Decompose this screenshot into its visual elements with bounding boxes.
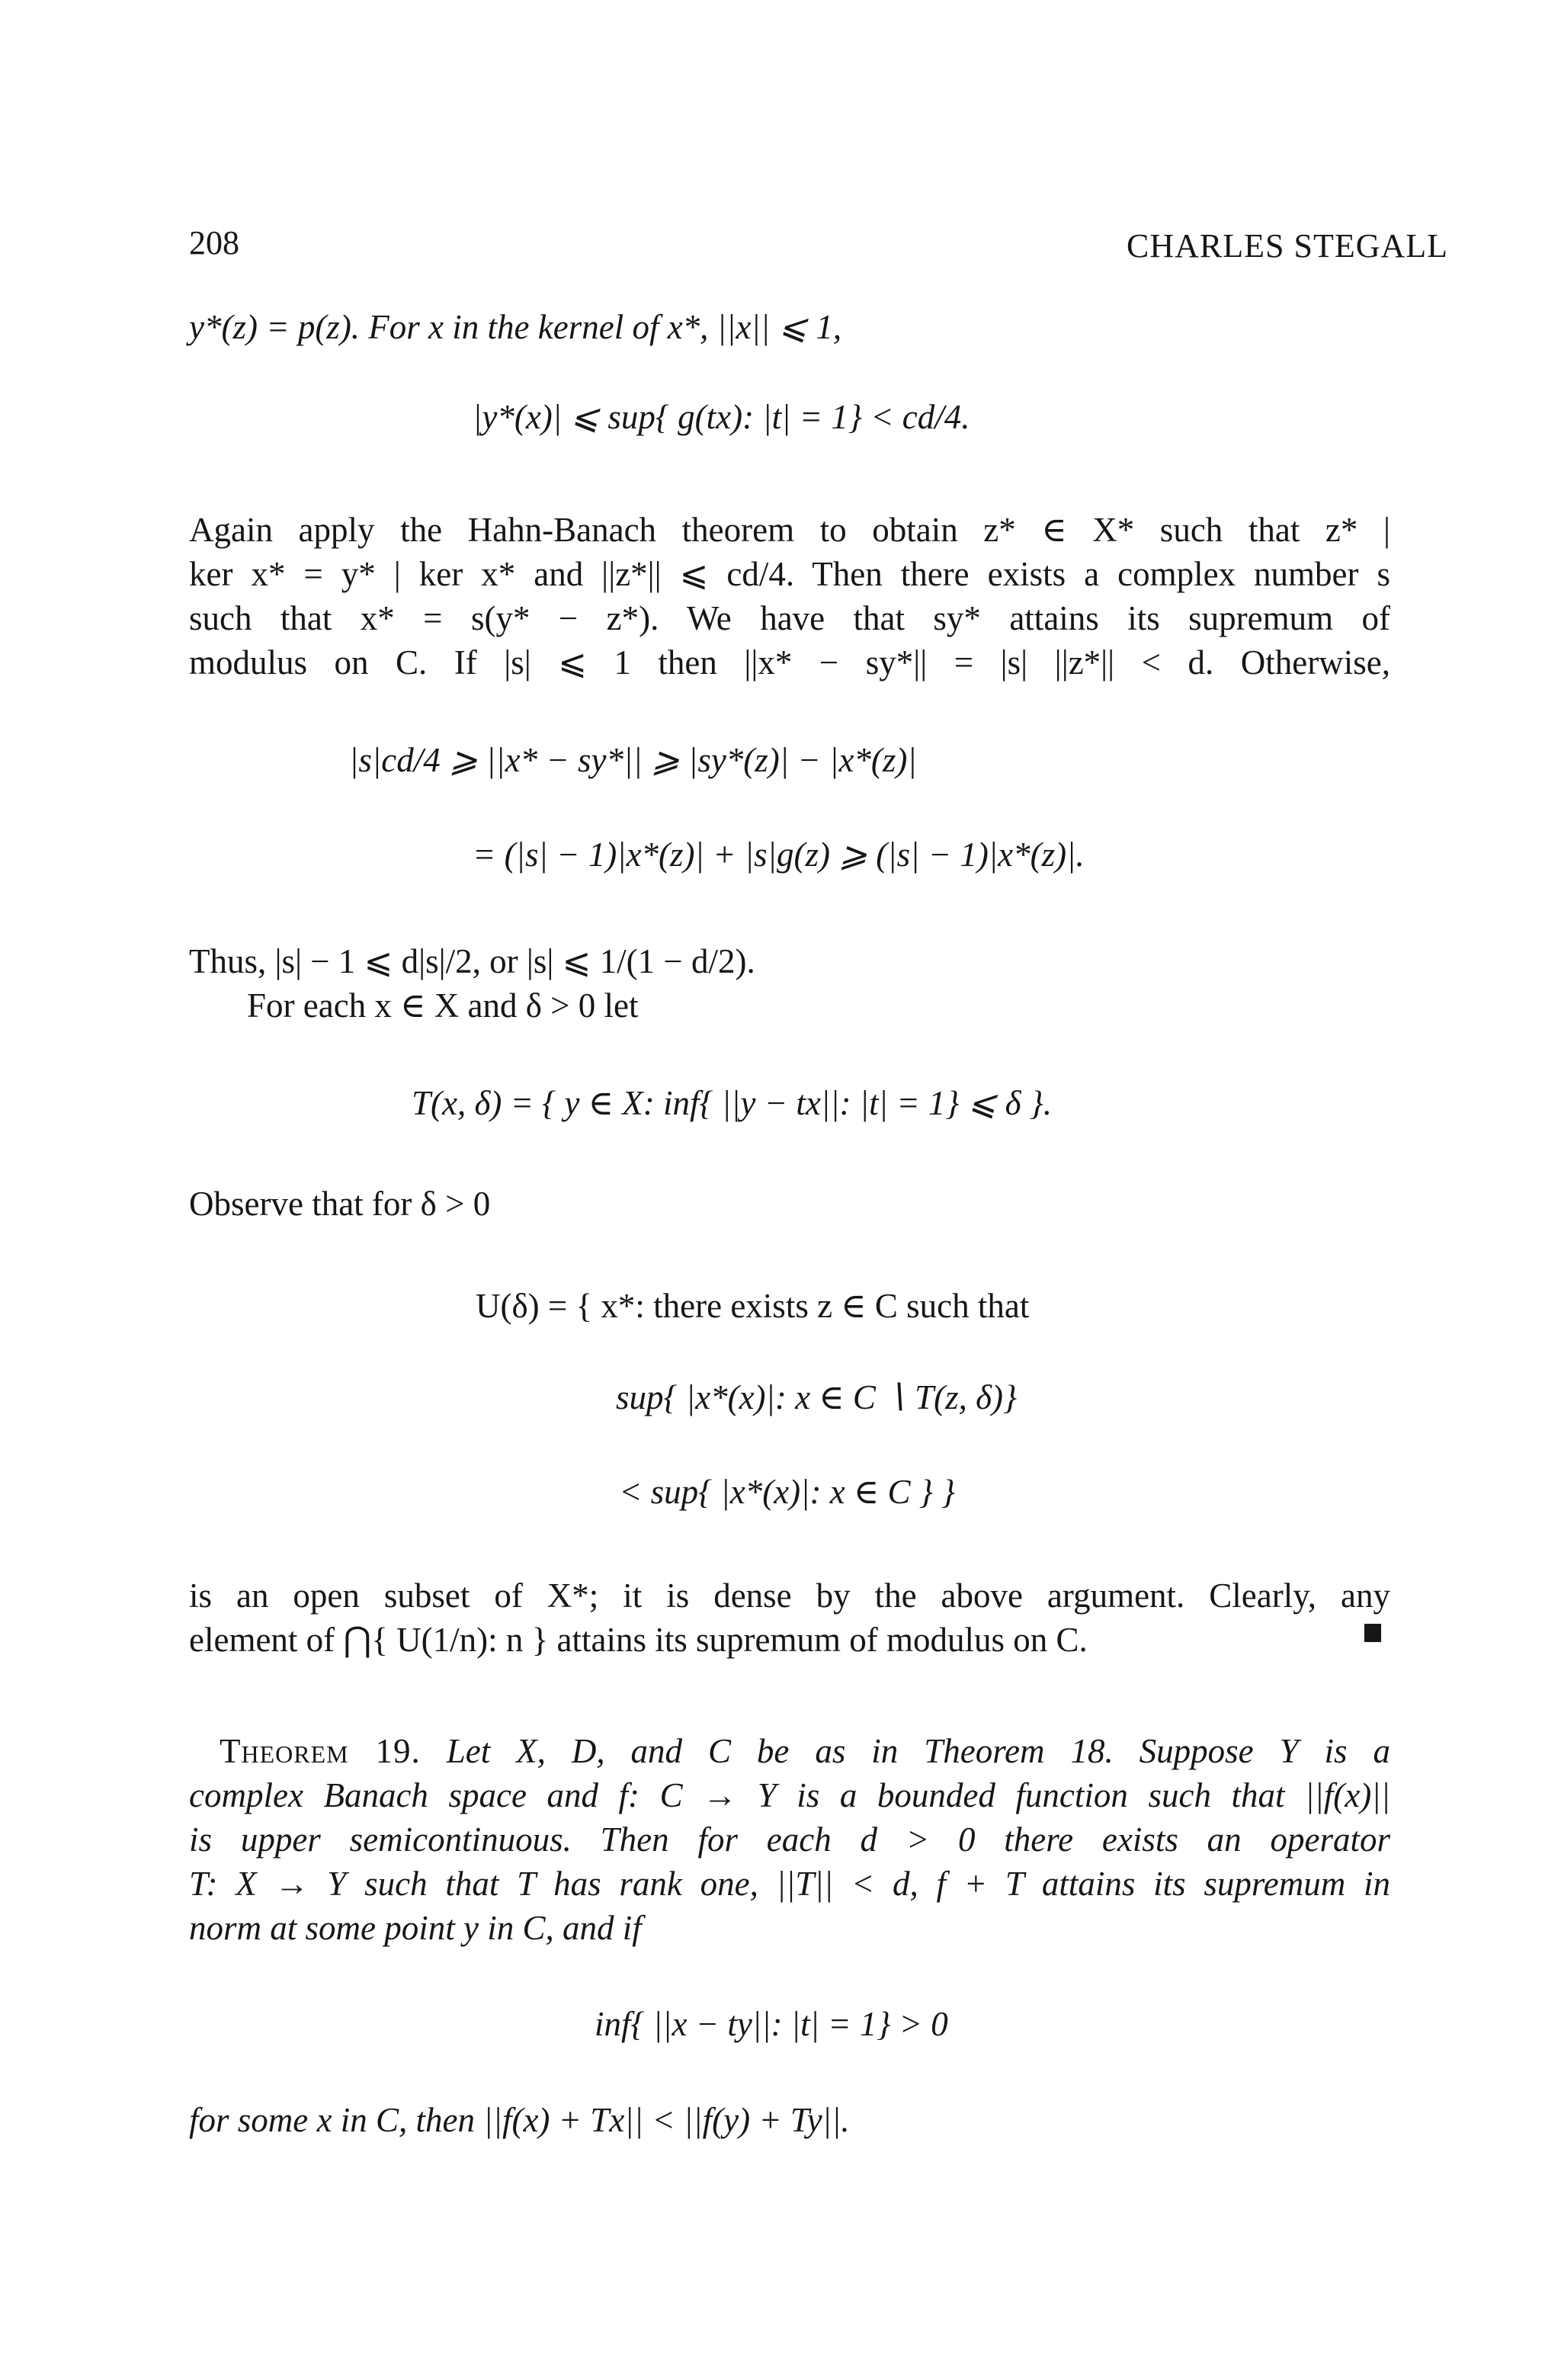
paragraph-line: element of ⋂{ U(1/n): n } attains its supremum of modulus on C. [189, 1621, 1088, 1659]
equation-4c: < sup{ |x*(x)|: x ∈ C } } [619, 1473, 956, 1511]
text-line-3: Thus, |s| − 1 ⩽ d|s|/2, or |s| ⩽ 1/(1 − d/2). [189, 942, 755, 980]
equation-4b: sup{ |x*(x)|: x ∈ C ∖ T(z, δ)} [616, 1378, 1018, 1416]
equation-1: |y*(x)| ⩽ sup{ g(tx): |t| = 1} < cd/4. [473, 398, 970, 436]
theorem-line: is upper semicontinuous. Then for each d > 0 there exists an operator [189, 1820, 1390, 1859]
paragraph-line: Again apply the Hahn-Banach theorem to obtain z* ∈ X* such that z* | [189, 511, 1390, 549]
paragraph-line: is an open subset of X*; it is dense by the above argument. Clearly, any [189, 1577, 1390, 1615]
equation-2b: = (|s| − 1)|x*(z)| + |s|g(z) ⩾ (|s| − 1)|x*(z)|. [473, 836, 1085, 874]
page-number: 208 [189, 224, 239, 261]
running-head: CHARLES STEGALL [1127, 227, 1448, 265]
theorem-line: norm at some point y in C, and if [189, 1909, 642, 1947]
text-line-5: Observe that for δ > 0 [189, 1185, 491, 1223]
text-line-4: For each x ∈ X and δ > 0 let [247, 986, 639, 1025]
qed-square-icon [1364, 1624, 1381, 1642]
theorem-label: Theorem 19. [220, 1732, 421, 1770]
equation-3: T(x, δ) = { y ∈ X: inf{ ||y − tx||: |t| = 1} ⩽ δ }. [412, 1084, 1053, 1122]
paragraph-line: modulus on C. If |s| ⩽ 1 then ||x* − sy*|| = |s| ||z*|| < d. Otherwise, [189, 643, 1390, 682]
paragraph-line: ker x* = y* | ker x* and ||z*|| ⩽ cd/4. Then there exists a complex number s [189, 555, 1390, 593]
paragraph-6 [189, 1573, 1390, 1662]
theorem-line: complex Banach space and f: C → Y is a bounded function such that ||f(x)|| [189, 1776, 1390, 1814]
equation-4a: U(δ) = { x*: there exists z ∈ C such that [476, 1287, 1030, 1325]
paragraph-line: such that x* = s(y* − z*). We have that sy* attains its supremum of [189, 599, 1390, 637]
theorem-19 [189, 1729, 1390, 1950]
paragraph-2 [189, 508, 1390, 685]
text-line-1: y*(z) = p(z). For x in the kernel of x*, ||x|| ⩽ 1, [189, 308, 842, 346]
equation-5: inf{ ||x − ty||: |t| = 1} > 0 [595, 2005, 948, 2043]
last-line: for some x in C, then ||f(x) + Tx|| < ||f(y) + Ty||. [189, 2101, 850, 2139]
theorem-line: T: X → Y such that T has rank one, ||T|| < d, f + T attains its supremum in [189, 1865, 1390, 1903]
equation-2a: |s|cd/4 ⩾ ||x* − sy*|| ⩾ |sy*(z)| − |x*(z)| [349, 741, 917, 779]
theorem-text: Let X, D, and C be as in Theorem 18. Suppose Y is a [446, 1732, 1390, 1770]
